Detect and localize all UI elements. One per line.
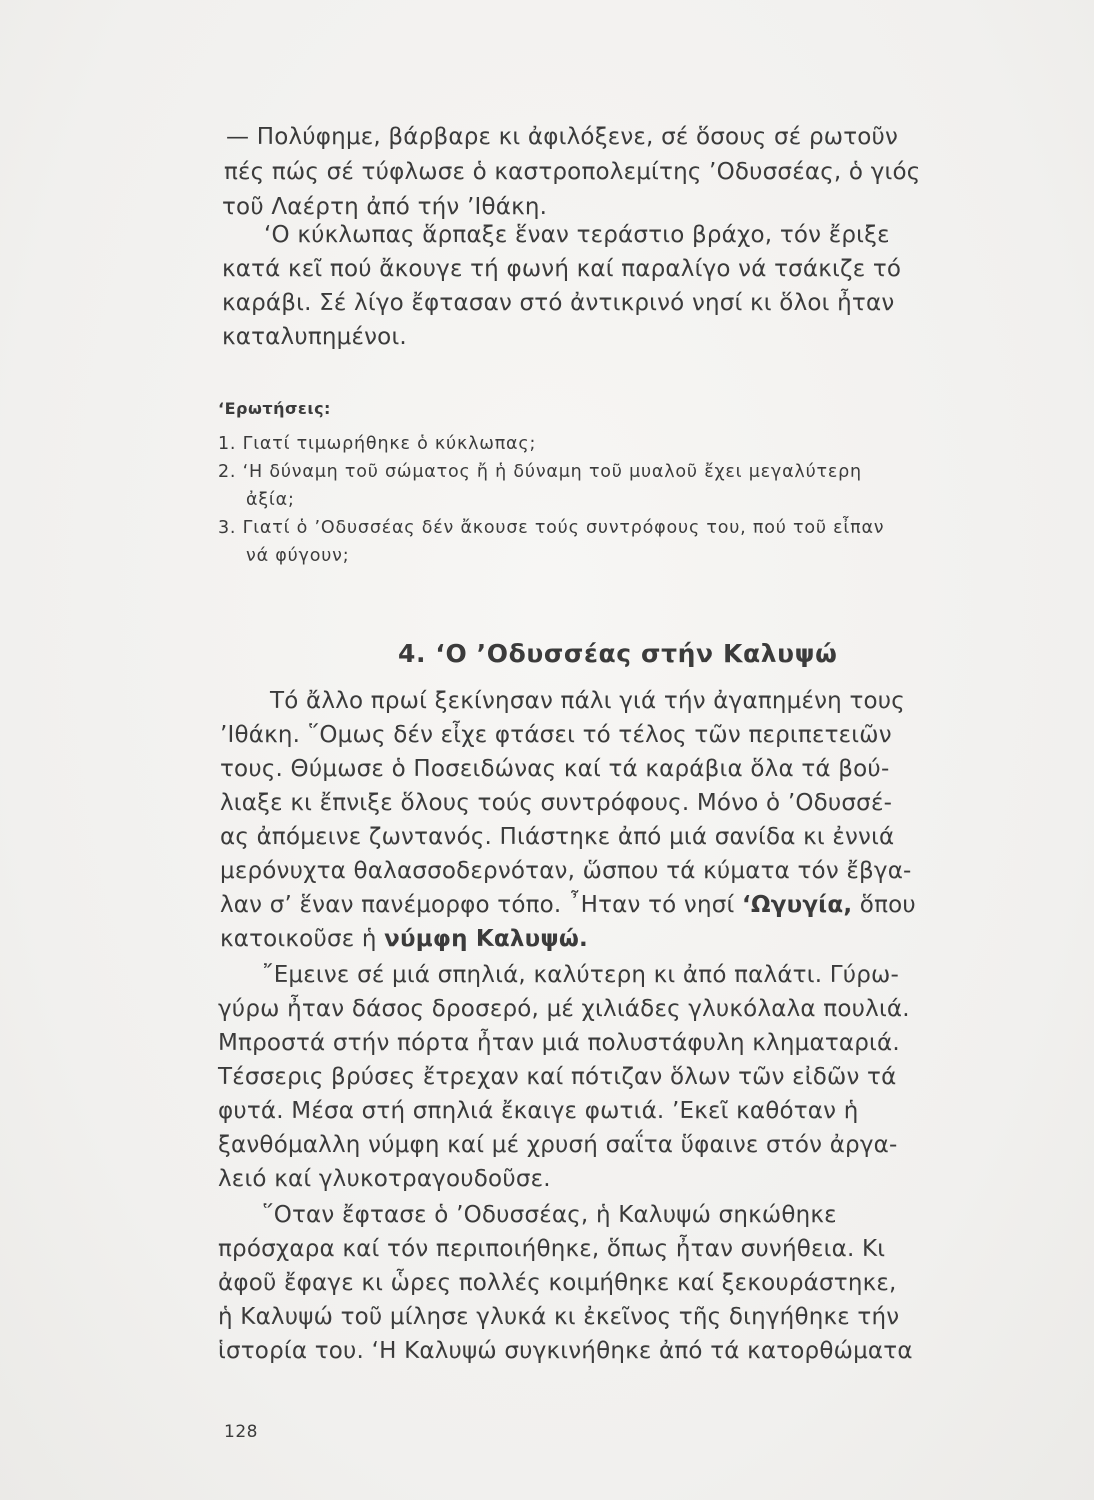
text-line: κατά κεῖ πού ἄκουγε τή φωνή καί παραλίγο νά τσάκιζε τό <box>222 256 902 282</box>
text-line: ἱστορία του. ‘Η Καλυψώ συγκινήθηκε ἀπό τά κατορθώματα <box>218 1338 913 1364</box>
text-line: πές πώς σέ τύφλωσε ὁ καστροπολεμίτης ’Οδυσσέας, ὁ γιός <box>224 159 921 185</box>
text-line: Τό ἄλλο πρωί ξεκίνησαν πάλι γιά τήν ἀγαπημένη τους <box>270 688 905 714</box>
chapter-title: 4. ‘Ο ’Οδυσσέας στήν Καλυψώ <box>398 639 838 668</box>
text-line: — Πολύφημε, βάρβαρε κι ἀφιλόξενε, σέ ὅσους σέ ρωτοῦν <box>226 124 899 150</box>
question-2-continued: ἀξία; <box>246 490 295 510</box>
text-line: πρόσχαρα καί τόν περιποιήθηκε, ὅπως ἦταν συνήθεια. Κι <box>218 1236 886 1262</box>
text-line: φυτά. Μέσα στή σπηλιά ἔκαιγε φωτιά. ’Εκεῖ καθόταν ἡ <box>218 1098 859 1124</box>
nymph-calypso-name: νύμφη Καλυψώ. <box>384 926 588 952</box>
text-line: γύρω ἦταν δάσος δροσερό, μέ χιλιάδες γλυκόλαλα πουλιά. <box>218 996 910 1022</box>
text-line: ’Ιθάκη. ῞Ομως δέν εἶχε φτάσει τό τέλος τῶν περιπετειῶν <box>220 722 892 748</box>
questions-heading: ‘Ερωτήσεις: <box>218 399 331 418</box>
text-line <box>220 924 588 954</box>
question-3-continued: νά φύγουν; <box>246 546 350 566</box>
text-line: λιαξε κι ἔπνιξε ὅλους τούς συντρόφους. Μόνο ὁ ’Οδυσσέ- <box>220 790 893 816</box>
text-line: ‘Ο κύκλωπας ἅρπαξε ἕναν τεράστιο βράχο, τόν ἔριξε <box>264 222 890 248</box>
text-line: τους. Θύμωσε ὁ Ποσειδώνας καί τά καράβια ὅλα τά βού- <box>220 756 890 782</box>
text-line: ῎Εμεινε σέ μιά σπηλιά, καλύτερη κι ἀπό παλάτι. Γύρω- <box>262 962 900 988</box>
place-name-ogygia: ‘Ωγυγία, <box>742 892 853 918</box>
question-3: 3. Γιατί ὁ ’Οδυσσέας δέν ἄκουσε τούς συντρόφους του, πού τοῦ εἶπαν <box>218 518 885 538</box>
text-span: ὅπου <box>852 892 916 918</box>
text-span: λαν σ’ ἕναν πανέμορφο τόπο. ῏Ηταν τό νησί <box>220 892 743 918</box>
page-number: 128 <box>224 1422 258 1442</box>
text-line: καράβι. Σέ λίγο ἔφτασαν στό ἀντικρινό νησί κι ὅλοι ἦταν <box>222 290 895 316</box>
text-line: ας ἀπόμεινε ζωντανός. Πιάστηκε ἀπό μιά σανίδα κι ἐννιά <box>220 824 895 850</box>
question-2: 2. ‘Η δύναμη τοῦ σώματος ἤ ἡ δύναμη τοῦ μυαλοῦ ἔχει μεγαλύτερη <box>218 462 862 482</box>
text-line: λειό καί γλυκοτραγουδοῦσε. <box>218 1166 551 1192</box>
question-1: 1. Γιατί τιμωρήθηκε ὁ κύκλωπας; <box>218 434 537 454</box>
text-line <box>220 890 916 920</box>
text-line: ξανθόμαλλη νύμφη καί μέ χρυσή σαΐτα ὕφαινε στόν ἀργα- <box>218 1132 898 1158</box>
text-line: ἀφοῦ ἔφαγε κι ὧρες πολλές κοιμήθηκε καί ξεκουράστηκε, <box>218 1270 897 1296</box>
text-span: κατοικοῦσε ἡ <box>220 926 385 952</box>
text-line: ἡ Καλυψώ τοῦ μίλησε γλυκά κι ἐκεῖνος τῆς διηγήθηκε τήν <box>218 1304 900 1330</box>
text-line: ῞Οταν ἔφτασε ὁ ’Οδυσσέας, ἡ Καλυψώ σηκώθηκε <box>262 1202 837 1228</box>
text-line: καταλυπημένοι. <box>222 324 407 350</box>
text-line: τοῦ Λαέρτη ἀπό τήν ’Ιθάκη. <box>222 194 548 220</box>
text-line: μερόνυχτα θαλασσοδερνόταν, ὥσπου τά κύματα τόν ἔβγα- <box>220 858 912 884</box>
text-line: Τέσσερις βρύσες ἔτρεχαν καί πότιζαν ὅλων τῶν εἰδῶν τά <box>218 1064 897 1090</box>
text-line: Μπροστά στήν πόρτα ἦταν μιά πολυστάφυλη κληματαριά. <box>218 1030 900 1056</box>
